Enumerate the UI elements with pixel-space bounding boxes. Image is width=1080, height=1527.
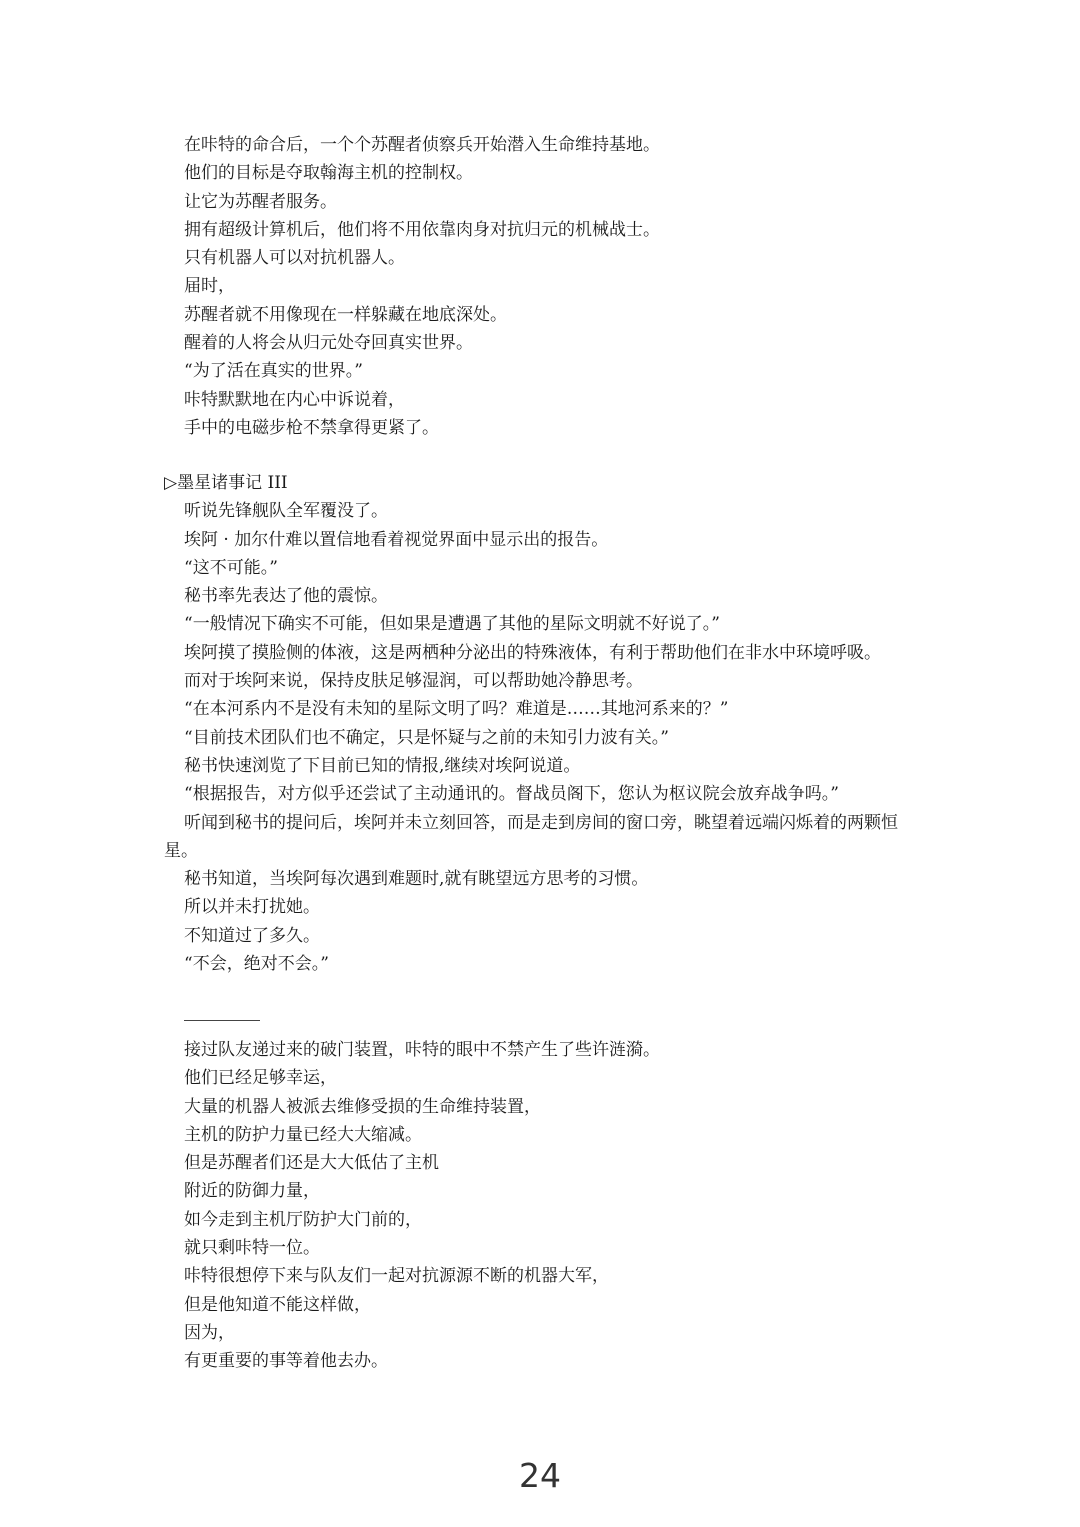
paragraph-line: 听闻到秘书的提问后，埃阿并未立刻回答，而是走到房间的窗口旁，眺望着远端闪烁着的两颗恒星。 <box>164 812 898 861</box>
text-block-a <box>164 131 924 442</box>
paragraph-line: “为了活在真实的世界。” <box>184 361 363 382</box>
paragraph-line: 醒着的人将会从归元处夺回真实世界。 <box>184 333 473 354</box>
paragraph-line: “目前技术团队们也不确定，只是怀疑与之前的未知引力波有关。” <box>184 727 669 748</box>
paragraph-line: 而对于埃阿来说，保持皮肤足够湿润，可以帮助她冷静思考。 <box>184 671 643 692</box>
paragraph-line: “一般情况下确实不可能，但如果是遭遇了其他的星际文明就不好说了。” <box>184 614 720 635</box>
paragraph-line: 所以并未打扰她。 <box>184 897 320 918</box>
paragraph-line: 手中的电磁步枪不禁拿得更紧了。 <box>184 417 439 438</box>
paragraph-line: 届时， <box>184 276 235 297</box>
paragraph-line: 主机的防护力量已经大大缩减。 <box>184 1124 422 1145</box>
section-separator <box>164 1014 364 1026</box>
paragraph-line: 埃阿 · 加尔什难以置信地看着视觉界面中显示出的报告。 <box>184 529 609 550</box>
text-block-b <box>164 469 924 978</box>
paragraph-line: 在咔特的命合后，一个个苏醒者侦察兵开始潜入生命维持基地。 <box>184 135 660 155</box>
paragraph-line: 但是苏醒者们还是大大低估了主机 <box>184 1153 439 1174</box>
paragraph-line: 秘书快速浏览了下目前已知的情报,继续对埃阿说道。 <box>184 755 581 776</box>
paragraph-line: “不会，绝对不会。” <box>184 954 329 975</box>
paragraph-line: 秘书知道，当埃阿每次遇到难题时,就有眺望远方思考的习惯。 <box>184 869 649 890</box>
separator-rule <box>184 1020 260 1021</box>
page-number: 24 <box>519 1456 561 1495</box>
paragraph-line: 埃阿摸了摸脸侧的体液，这是两栖种分泌出的特殊液体，有利于帮助他们在非水中环境呼吸。 <box>184 642 881 663</box>
paragraph-line: 但是他知道不能这样做， <box>184 1294 371 1315</box>
paragraph-line: “根据报告，对方似乎还尝试了主动通讯的。督战员阁下，您认为枢议院会放弃战争吗。” <box>184 784 839 805</box>
paragraph-line: 附近的防御力量， <box>184 1181 320 1202</box>
paragraph-line: 大量的机器人被派去维修受损的生命维持装置， <box>184 1096 541 1117</box>
paragraph-line: “这不可能。” <box>184 557 278 578</box>
paragraph-line: 让它为苏醒者服务。 <box>184 191 337 212</box>
paragraph-line: 因为， <box>184 1322 235 1343</box>
paragraph-line: 秘书率先表达了他的震惊。 <box>184 586 388 607</box>
paragraph-line: 听说先锋舰队全军覆没了。 <box>184 501 388 522</box>
paragraph-line: 他们已经足够幸运， <box>184 1068 337 1089</box>
paragraph-line: “在本河系内不是没有未知的星际文明了吗？难道是……其地河系来的？” <box>184 699 729 720</box>
paragraph-line: 就只剩咔特一位。 <box>184 1238 320 1259</box>
paragraph-line: 有更重要的事等着他去办。 <box>184 1351 388 1372</box>
paragraph-line: 接过队友递过来的破门装置，咔特的眼中不禁产生了些许涟漪。 <box>184 1040 660 1060</box>
paragraph-line: 如今走到主机厅防护大门前的， <box>184 1209 422 1230</box>
paragraph-line: 拥有超级计算机后，他们将不用依靠肉身对抗归元的机械战士。 <box>184 219 660 240</box>
paragraph-line: 不知道过了多久。 <box>184 925 320 946</box>
text-block-c <box>164 1036 924 1376</box>
paragraph-line: 咔特默默地在内心中诉说着， <box>184 389 405 410</box>
paragraph-line: 他们的目标是夺取翰海主机的控制权。 <box>184 163 473 184</box>
paragraph-line: 只有机器人可以对抗机器人。 <box>184 248 405 269</box>
paragraph-line: 咔特很想停下来与队友们一起对抗源源不断的机器大军， <box>184 1266 609 1287</box>
paragraph-line: 苏醒者就不用像现在一样躲藏在地底深处。 <box>184 304 507 325</box>
section-heading: ▷墨星诸事记 III <box>164 473 288 493</box>
